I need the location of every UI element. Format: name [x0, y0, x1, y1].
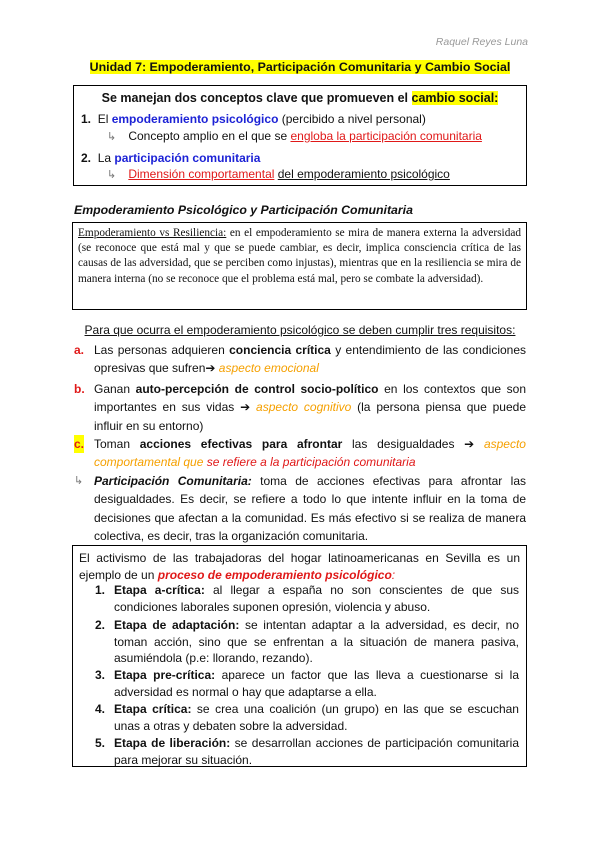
req-c-aspect: aspecto comportamental que — [94, 437, 526, 470]
concept-2-term: participación comunitaria — [114, 151, 261, 165]
arrow-right-icon: ➔ — [205, 361, 216, 376]
req-a-aspect: aspecto emocional — [215, 361, 319, 376]
concept-1-sub — [107, 129, 482, 143]
activism-box — [72, 545, 527, 767]
requirement-b-label: b. — [74, 382, 85, 396]
req-c-pre: Toman — [94, 437, 140, 451]
stage-name: Etapa pre-crítica: — [114, 668, 216, 682]
concept-1-pre: El — [97, 112, 109, 126]
concept-2-pre: La — [97, 151, 112, 165]
key-concepts-box — [73, 85, 527, 186]
concept-2-sub — [107, 167, 450, 181]
sub-arrow-icon: ↳ — [74, 475, 84, 487]
resilience-label: Empoderamiento vs Resiliencia: — [78, 227, 227, 239]
section-heading: Empoderamiento Psicológico y Participación Comunitaria — [74, 203, 413, 217]
stage-number: 1. — [95, 583, 106, 597]
concept-1-term: empoderamiento psicológico — [111, 112, 279, 126]
concept-1-number: 1. — [81, 112, 92, 126]
resilience-text: en el empoderamiento se mira de manera externa la adversidad (se reconoce que está mal y que se puede cambiar, es decir, implica consciencia crítica de las causas de las adversidad, que se perciben como injustas), mientras que en la resiliencia se mira de manera interna (no se reconoce que el problema está mal, pero se combate la adversidad). — [78, 227, 522, 285]
resilience-box — [72, 222, 527, 310]
stage-text: se crea una coalición (un grupo) en las que se escuchan unas a otras y debaten sobre la adversidad. — [114, 702, 519, 733]
stage-name: Etapa a-crítica: — [114, 583, 205, 597]
author-name: Raquel Reyes Luna — [435, 36, 528, 48]
req-b-post: (la persona piensa que puede influir en su entorno) — [94, 400, 526, 433]
concept-1-sub-text: Concepto amplio en el que se — [128, 129, 288, 143]
activism-intro — [79, 550, 520, 584]
page-title — [0, 60, 600, 74]
requirement-c-label: c. — [74, 435, 84, 453]
concept-2-sub-text: del empoderamiento psicológico — [277, 167, 450, 181]
sub-arrow-icon: ↳ — [107, 169, 117, 181]
heading-text: Se manejan dos conceptos clave que promueven el — [101, 91, 409, 105]
key-concepts-heading — [74, 91, 526, 105]
stage-1 — [95, 582, 519, 615]
sub-arrow-icon: ↳ — [107, 131, 117, 143]
stage-name: Etapa de adaptación: — [114, 618, 240, 632]
req-c-aspect2: se refiere a la participación comunitaria — [203, 455, 416, 470]
requirement-a-label: a. — [74, 343, 85, 357]
concept-2-number: 2. — [81, 151, 92, 165]
req-a-mid: y entendimiento de las condiciones opresivas que sufren — [94, 343, 527, 376]
stage-5 — [95, 735, 519, 768]
stage-name: Etapa crítica: — [114, 702, 192, 716]
arrow-right-icon: ➔ — [240, 400, 251, 415]
concept-1-note: (percibido a nivel personal) — [281, 112, 426, 126]
concept-1-sub-link: engloba la participación comunitaria — [290, 129, 482, 143]
activism-intro-text: El activismo de las trabajadoras del hogar latinoamericanas en Sevilla es un ejemplo de un — [79, 551, 520, 582]
activism-colon: : — [391, 568, 396, 582]
stage-number: 4. — [95, 702, 106, 716]
stage-text: se desarrollan acciones de participación comunitaria para mejorar su situación. — [114, 736, 519, 767]
stage-text: se intentan adaptar a la adversidad, es decir, no toman acción, sino que se enfrentan a la situación de manera pasiva, asumiéndola (p.e: llorando, rezando). — [114, 618, 519, 666]
title-text: Unidad 7: Empoderamiento, Participación Comunitaria y Cambio Social — [89, 60, 511, 74]
participation-term: Participación Comunitaria: — [94, 474, 252, 488]
stage-number: 3. — [95, 668, 106, 682]
concept-2 — [81, 151, 260, 165]
stage-text: al llegar a españa no son conscientes de que sus condiciones laborales suponen opresión, violencia y abuso. — [114, 583, 519, 614]
stage-4 — [95, 701, 519, 734]
participation-definition — [74, 472, 526, 545]
requirement-b — [74, 380, 526, 435]
stage-number: 5. — [95, 736, 106, 750]
stage-number: 2. — [95, 618, 106, 632]
activism-highlight: proceso de empoderamiento psicológico — [157, 568, 392, 582]
concept-1 — [81, 112, 426, 126]
req-a-bold: conciencia crítica — [229, 343, 331, 357]
requirements-title: Para que ocurra el empoderamiento psicológico se deben cumplir tres requisitos: — [84, 323, 516, 337]
heading-highlight: cambio social: — [411, 91, 499, 105]
requirement-c — [74, 435, 526, 472]
concept-2-sub-link: Dimensión comportamental — [128, 167, 275, 181]
participation-text: toma de acciones efectivas para afrontar las desigualdades. Es decir, se refiere a todo lo que intente influir en la toma de decisiones que afectan a la comunidad. Es más efectivo si se realiza de manera colectiva, es decir, tras la organización comunitaria. — [94, 474, 526, 543]
req-b-aspect: aspecto cognitivo — [250, 400, 352, 415]
req-b-bold: auto-percepción de control socio-político — [135, 382, 379, 396]
req-c-mid: las desigualdades — [342, 437, 465, 451]
requirement-a — [74, 341, 526, 378]
req-c-bold: acciones efectivas para afrontar — [139, 437, 343, 451]
stage-name: Etapa de liberación: — [114, 736, 231, 750]
stage-3 — [95, 667, 519, 700]
req-a-pre: Las personas adquieren — [94, 343, 230, 357]
req-b-mid: en los contextos que son importantes en sus vidas — [94, 382, 527, 415]
req-b-pre: Ganan — [94, 382, 136, 396]
arrow-right-icon: ➔ — [464, 437, 475, 451]
stage-2 — [95, 617, 519, 667]
stage-text: aparece un factor que las lleva a cuestionarse si la adversidad es normal o hay que adaptarse a ella. — [114, 668, 519, 699]
